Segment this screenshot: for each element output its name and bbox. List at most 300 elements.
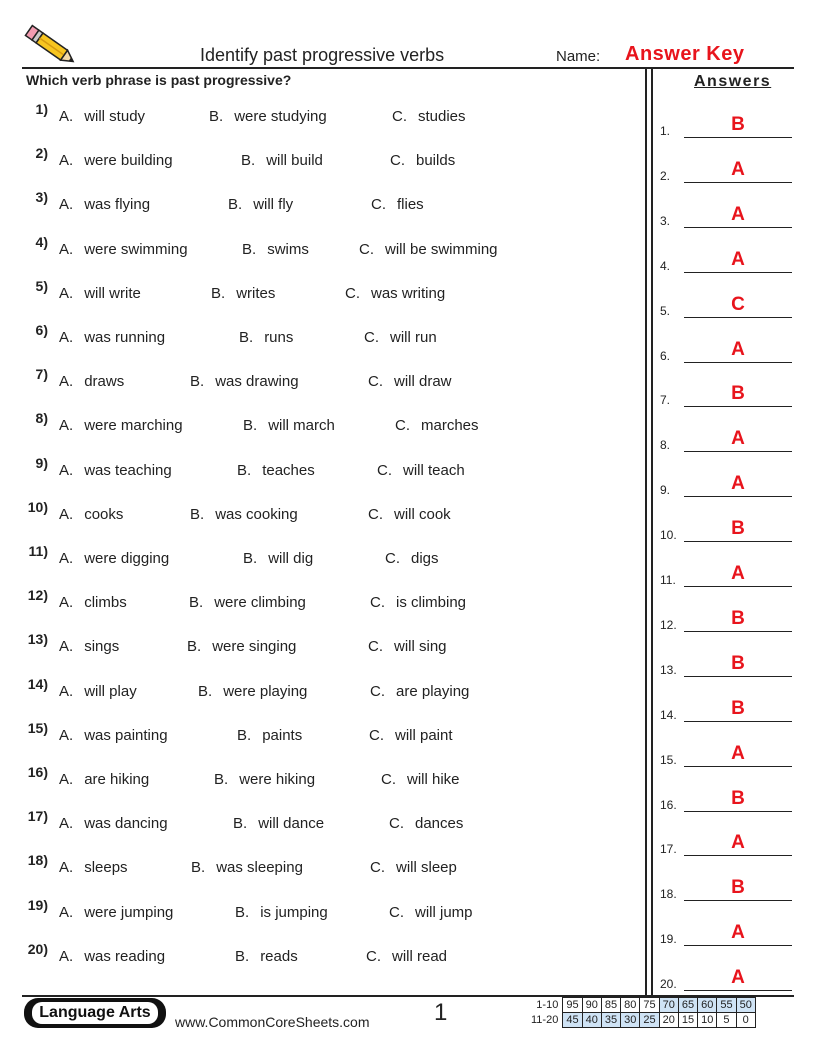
option-letter: B.	[239, 329, 254, 346]
option-text: will be swimming	[385, 240, 498, 258]
answer-number: 9.	[660, 483, 671, 498]
answer-row	[660, 598, 795, 632]
option-b	[190, 373, 299, 390]
answer-number: 10.	[660, 528, 677, 543]
question-number: 6)	[35, 322, 48, 338]
option-c	[368, 506, 451, 523]
answer-number: 1.	[660, 124, 671, 138]
score-cell: 65	[678, 998, 697, 1013]
option-letter: B.	[211, 284, 226, 302]
option-c	[381, 771, 460, 788]
answer-number: 18.	[660, 887, 677, 902]
option-letter: B.	[189, 594, 204, 612]
option-letter: C.	[368, 373, 383, 391]
answer-row	[660, 688, 795, 722]
option-letter: B.	[228, 196, 243, 214]
score-row	[528, 998, 755, 1013]
option-a	[59, 329, 165, 346]
option-c	[366, 948, 447, 965]
option-text: will play	[84, 682, 137, 700]
question-number: 9)	[35, 454, 48, 471]
score-cell: 10	[698, 1013, 717, 1028]
answer-number: 14.	[660, 707, 677, 722]
answer-number: 12.	[660, 617, 677, 632]
option-letter: A.	[59, 417, 74, 435]
answer-row	[660, 284, 795, 318]
option-text: was dancing	[84, 815, 168, 833]
answer-line	[684, 272, 792, 273]
option-b	[191, 859, 303, 876]
question-number: 8)	[35, 410, 48, 427]
answer-key-label: Answer Key	[625, 43, 745, 65]
answer-number: 17.	[660, 842, 677, 857]
option-a	[59, 108, 145, 125]
option-c	[370, 683, 469, 700]
question-number: 15)	[27, 719, 48, 736]
answer-line	[684, 182, 792, 183]
option-text: will fly	[253, 196, 294, 214]
answer-line	[684, 990, 792, 991]
question-number: 2)	[35, 145, 48, 162]
option-a	[59, 594, 127, 611]
option-c	[369, 727, 453, 744]
answer-value: B	[731, 877, 745, 899]
option-letter: B.	[242, 240, 257, 258]
option-text: are playing	[396, 682, 470, 700]
option-letter: B.	[190, 373, 205, 391]
option-letter: C.	[377, 461, 392, 479]
answer-row	[660, 373, 795, 407]
option-text: runs	[264, 329, 294, 346]
option-text: will draw	[394, 373, 452, 391]
option-b	[189, 594, 306, 611]
option-letter: A.	[59, 196, 74, 214]
option-text: were playing	[223, 682, 308, 700]
option-a	[59, 196, 150, 213]
answer-line	[684, 137, 792, 138]
answer-value: A	[731, 158, 745, 180]
option-letter: C.	[359, 240, 374, 258]
option-a	[59, 727, 168, 744]
option-letter: C.	[385, 550, 400, 567]
option-letter: B.	[235, 903, 250, 921]
option-text: will build	[266, 152, 323, 170]
option-text: will write	[84, 284, 141, 302]
option-letter: C.	[345, 284, 360, 302]
option-text: flies	[397, 196, 424, 214]
answer-number: 6.	[660, 348, 671, 363]
option-c	[392, 108, 466, 125]
option-text: were building	[84, 152, 173, 170]
option-c	[395, 417, 479, 434]
answer-value: B	[731, 787, 745, 809]
question-row	[0, 145, 640, 175]
option-text: marches	[421, 417, 479, 435]
option-b	[214, 771, 315, 788]
question-row	[0, 278, 640, 308]
option-text: were digging	[84, 550, 170, 567]
question-row	[0, 410, 640, 440]
option-a	[59, 683, 137, 700]
answer-line	[684, 496, 792, 497]
answer-value: B	[731, 114, 745, 135]
answer-number: 15.	[660, 752, 677, 767]
option-text: was drawing	[215, 373, 299, 391]
question-row	[0, 764, 640, 794]
answer-row	[660, 104, 795, 138]
answer-row	[660, 553, 795, 587]
name-label: Name:	[556, 48, 601, 65]
answer-row	[660, 508, 795, 542]
option-a	[59, 285, 141, 302]
option-text: were studying	[234, 108, 327, 125]
answer-line	[684, 586, 792, 587]
question-row	[0, 587, 640, 617]
score-cell: 40	[582, 1013, 601, 1028]
answer-number: 4.	[660, 258, 671, 273]
option-letter: C.	[371, 196, 386, 214]
answer-value: A	[731, 473, 745, 495]
option-letter: C.	[364, 329, 379, 346]
option-text: will dig	[268, 550, 314, 567]
answer-value: A	[731, 203, 745, 225]
option-text: dances	[415, 815, 464, 833]
answer-line	[684, 541, 792, 542]
score-cell: 25	[640, 1013, 659, 1028]
question-number: 12)	[27, 587, 48, 604]
option-c	[371, 196, 424, 213]
answer-number: 7.	[660, 393, 671, 408]
question-row	[0, 808, 640, 838]
score-row	[528, 1013, 755, 1028]
option-a	[59, 638, 119, 655]
option-letter: A.	[59, 550, 74, 567]
score-cell: 95	[563, 998, 582, 1013]
question-row	[0, 543, 640, 573]
option-text: swims	[267, 240, 309, 258]
option-text: were swimming	[84, 240, 188, 258]
question-number: 13)	[27, 631, 48, 648]
option-letter: A.	[59, 373, 74, 391]
score-cell: 35	[601, 1013, 620, 1028]
option-a	[59, 417, 183, 434]
option-letter: C.	[389, 815, 404, 833]
answer-line	[684, 227, 792, 228]
answer-number: 16.	[660, 797, 677, 812]
answer-line	[684, 811, 792, 812]
pencil-icon	[22, 24, 80, 68]
answer-value: A	[731, 338, 745, 360]
option-letter: A.	[59, 505, 74, 523]
option-text: was flying	[84, 196, 151, 214]
question-row	[0, 189, 640, 219]
question-row	[0, 366, 640, 396]
answer-line	[684, 676, 792, 677]
answer-value: A	[731, 248, 745, 270]
option-b	[243, 550, 313, 567]
option-a	[59, 948, 165, 965]
option-letter: A.	[59, 461, 74, 479]
option-text: were jumping	[84, 903, 174, 921]
option-letter: C.	[389, 903, 404, 921]
option-c	[385, 550, 439, 567]
answer-line	[684, 406, 792, 407]
option-c	[390, 152, 455, 169]
worksheet-title: Identify past progressive verbs	[200, 45, 445, 65]
answer-value: A	[731, 742, 745, 764]
option-letter: C.	[392, 108, 407, 125]
option-text: digs	[411, 550, 439, 567]
page-number: 1	[434, 999, 448, 1026]
answer-number: 8.	[660, 438, 671, 453]
answer-row	[660, 239, 795, 273]
question-number: 5)	[35, 277, 48, 294]
option-text: is climbing	[396, 594, 467, 612]
header-divider	[22, 67, 794, 69]
score-table	[528, 997, 756, 1028]
answer-value: B	[731, 697, 745, 719]
question-number: 4)	[35, 233, 48, 250]
option-letter: B.	[214, 771, 229, 788]
option-letter: C.	[366, 947, 381, 965]
option-a	[59, 904, 173, 921]
option-text: will teach	[403, 461, 465, 479]
option-c	[364, 329, 437, 346]
option-letter: C.	[370, 859, 385, 877]
option-c	[345, 285, 445, 302]
option-b	[228, 196, 293, 213]
option-letter: B.	[198, 682, 213, 700]
answer-value: A	[731, 967, 745, 989]
option-text: was teaching	[84, 461, 172, 479]
answer-value: B	[731, 518, 745, 540]
score-cell: 45	[563, 1013, 582, 1028]
answer-line	[684, 900, 792, 901]
answer-number: 2.	[660, 168, 671, 183]
option-letter: A.	[59, 108, 74, 125]
answer-value: A	[731, 428, 745, 450]
question-row	[0, 631, 640, 661]
option-letter: B.	[237, 726, 252, 744]
score-cell: 50	[736, 998, 755, 1013]
option-text: paints	[262, 726, 303, 744]
question-row	[0, 322, 640, 352]
option-c	[389, 904, 473, 921]
option-letter: A.	[59, 329, 74, 346]
option-text: will study	[84, 108, 146, 125]
option-letter: C.	[370, 682, 385, 700]
score-cell: 90	[582, 998, 601, 1013]
answers-heading: Answers	[694, 73, 772, 90]
option-letter: A.	[59, 947, 74, 965]
score-cell: 55	[717, 998, 736, 1013]
option-a	[59, 241, 188, 258]
question-number: 10)	[27, 498, 48, 515]
option-b	[237, 462, 315, 479]
answer-number: 5.	[660, 303, 671, 318]
option-c	[359, 241, 498, 258]
option-b	[187, 638, 296, 655]
option-text: will jump	[415, 903, 473, 921]
column-divider	[645, 67, 647, 995]
question-row	[0, 897, 640, 927]
option-text: draws	[84, 373, 125, 391]
option-c	[389, 815, 463, 832]
answer-line	[684, 945, 792, 946]
answer-row	[660, 867, 795, 901]
score-cell: 80	[621, 998, 640, 1013]
option-b	[198, 683, 307, 700]
answer-value: A	[731, 563, 745, 584]
option-letter: B.	[243, 417, 258, 435]
question-row	[0, 101, 640, 131]
answer-row	[660, 643, 795, 677]
option-letter: B.	[187, 638, 202, 656]
question-row	[0, 499, 640, 529]
answer-row	[660, 463, 795, 497]
answer-row	[660, 912, 795, 946]
answer-row	[660, 149, 795, 183]
option-letter: B.	[233, 815, 248, 833]
option-text: will sleep	[396, 859, 457, 877]
option-text: are hiking	[84, 771, 150, 788]
answer-line	[684, 766, 792, 767]
option-letter: A.	[59, 859, 74, 877]
option-b	[242, 241, 309, 258]
option-letter: B.	[190, 505, 205, 523]
option-c	[370, 859, 457, 876]
option-letter: B.	[235, 947, 250, 965]
option-a	[59, 462, 172, 479]
question-row	[0, 455, 640, 485]
option-b	[241, 152, 323, 169]
option-letter: B.	[191, 859, 206, 877]
question-row	[0, 234, 640, 264]
option-text: sings	[84, 638, 120, 656]
score-row-label: 11-20	[531, 1014, 559, 1026]
score-row-label: 1-10	[536, 999, 559, 1011]
option-text: builds	[416, 152, 456, 170]
option-c	[370, 594, 466, 611]
answer-number: 11.	[660, 573, 676, 587]
option-letter: A.	[59, 726, 74, 744]
option-text: was running	[84, 329, 166, 346]
option-text: was sleeping	[216, 859, 303, 877]
option-letter: B.	[241, 152, 256, 170]
answer-line	[684, 855, 792, 856]
answer-line	[684, 631, 792, 632]
option-letter: A.	[59, 284, 74, 302]
question-row	[0, 852, 640, 882]
option-letter: C.	[368, 638, 383, 656]
option-a	[59, 152, 173, 169]
question-number: 16)	[27, 764, 48, 780]
option-letter: C.	[395, 417, 410, 435]
option-text: was reading	[84, 947, 166, 965]
option-text: were singing	[212, 638, 297, 656]
answer-value: B	[731, 652, 745, 674]
option-letter: B.	[243, 550, 258, 567]
option-letter: C.	[381, 771, 396, 788]
option-letter: A.	[59, 815, 74, 833]
option-text: cooks	[84, 505, 124, 523]
question-row	[0, 941, 640, 971]
option-letter: A.	[59, 903, 74, 921]
option-letter: B.	[209, 108, 224, 125]
question-row	[0, 676, 640, 706]
option-text: was cooking	[215, 505, 298, 523]
answer-number: 3.	[660, 213, 671, 228]
option-letter: A.	[59, 638, 74, 656]
option-text: is jumping	[260, 903, 328, 921]
option-a	[59, 550, 169, 567]
answer-value: A	[731, 832, 745, 854]
answer-row	[660, 329, 795, 363]
option-text: were hiking	[239, 771, 316, 788]
option-text: will sing	[394, 638, 447, 656]
option-text: climbs	[84, 594, 127, 612]
option-a	[59, 771, 149, 788]
question-number: 17)	[27, 808, 48, 825]
score-cell: 5	[717, 1013, 736, 1028]
option-letter: B.	[237, 461, 252, 479]
answer-line	[684, 721, 792, 722]
option-letter: C.	[370, 594, 385, 612]
option-b	[190, 506, 298, 523]
answer-row	[660, 733, 795, 767]
option-letter: C.	[369, 726, 384, 744]
option-letter: A.	[59, 240, 74, 258]
option-text: will march	[268, 417, 335, 435]
subject-badge-label: Language Arts	[32, 1002, 157, 1024]
answer-number: 13.	[660, 662, 677, 677]
answer-row	[660, 418, 795, 452]
answer-row	[660, 957, 795, 991]
option-c	[368, 638, 447, 655]
score-cell: 15	[678, 1013, 697, 1028]
question-number: 18)	[27, 852, 48, 869]
subject-badge	[24, 998, 166, 1028]
option-letter: A.	[59, 682, 74, 700]
option-text: was painting	[84, 726, 168, 744]
instruction-text: Which verb phrase is past progressive?	[26, 72, 292, 88]
option-text: reads	[260, 947, 298, 965]
answer-number: 20.	[660, 977, 677, 992]
score-cell: 20	[659, 1013, 678, 1028]
option-text: writes	[236, 284, 276, 302]
question-number: 14)	[27, 675, 48, 692]
option-b	[239, 329, 293, 346]
answer-row	[660, 778, 795, 812]
answer-value: C	[731, 293, 745, 315]
answer-row	[660, 822, 795, 856]
option-text: were marching	[84, 417, 183, 435]
option-text: will hike	[407, 771, 460, 788]
option-letter: C.	[368, 505, 383, 523]
option-letter: A.	[59, 152, 74, 170]
option-a	[59, 859, 128, 876]
option-a	[59, 815, 168, 832]
answer-value: A	[731, 922, 745, 944]
score-cell: 85	[601, 998, 620, 1013]
option-text: sleeps	[84, 859, 128, 877]
option-b	[237, 727, 302, 744]
option-letter: A.	[59, 594, 74, 612]
answer-value: B	[731, 383, 745, 405]
score-cell: 60	[698, 998, 717, 1013]
answer-value: B	[731, 607, 745, 629]
option-b	[235, 904, 328, 921]
